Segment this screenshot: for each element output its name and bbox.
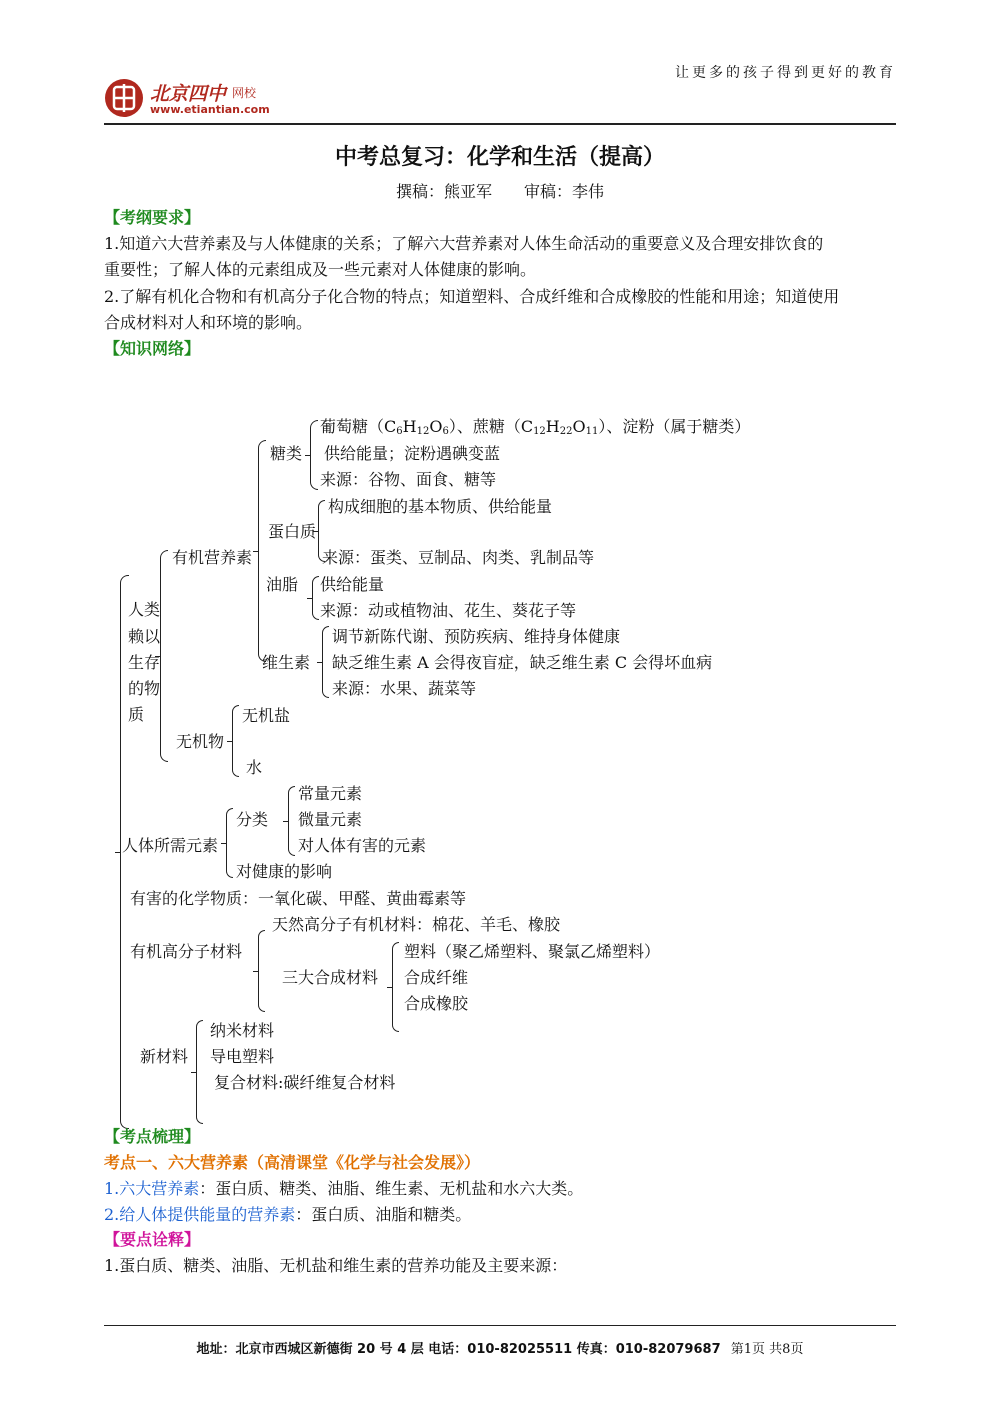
logo [104,78,304,120]
brace-polymer [258,930,265,1012]
footer [0,1338,1000,1357]
sugar-line2: 供给能量；淀粉遇碘变蓝 [324,444,501,463]
salt-label: 无机盐 [242,706,291,725]
protein-line2: 来源：蛋类、豆制品、肉类、乳制品等 [322,548,595,567]
vitamin-line1: 调节新陈代谢、预防疾病、维持身体健康 [332,627,621,646]
brace-synthetic [392,942,399,1032]
water-label: 水 [246,758,263,777]
fat-label: 油脂 [266,575,299,594]
network-heading: 【知识网络】 [104,339,201,358]
newmat-label: 新材料 [140,1047,189,1066]
brace-organic [258,440,266,662]
element-3: 对人体有害的元素 [298,836,427,855]
brace-sugar [310,420,318,490]
sugar-line3: 来源：谷物、面食、糖等 [320,470,497,489]
synthetic-2: 合成纤维 [404,968,469,987]
logo-suffix: 网校 [232,86,257,100]
synthetic-1: 塑料（聚乙烯塑料、聚氯乙烯塑料） [404,942,661,961]
element-2: 微量元素 [298,810,363,829]
elements-label: 人体所需元素 [122,836,219,855]
point1-item1-text: ：蛋白质、糖类、油脂、维生素、无机盐和水六大类。 [199,1179,584,1198]
header-rule [104,123,896,125]
requirements-heading: 【考纲要求】 [104,208,201,227]
natural-label: 天然高分子有机材料：棉花、羊毛、橡胶 [272,915,561,934]
point1-item2-label: 2.给人体提供能量的营养素 [104,1205,296,1224]
points-heading: 【考点梳理】 [104,1127,201,1146]
req1-line1: 1.知道六大营养素及与人体健康的关系；了解六大营养素对人体生命活动的重要意义及合理安排饮食的 [104,234,824,253]
logo-seal-icon [104,78,144,118]
classify-label: 分类 [236,810,269,829]
point1-title: 考点一、六大营养素（高清课堂《化学与社会发展》） [104,1153,481,1172]
polymer-label: 有机高分子材料 [130,942,243,961]
footer-rule [104,1325,896,1326]
header-slogan: 让更多的孩子得到更好的教育 [675,65,896,81]
inorganic-label: 无机物 [176,732,225,751]
root-line3: 生存 [128,653,161,672]
req1-line2: 重要性；了解人体的元素组成及一些元素对人体健康的影响。 [104,260,537,279]
sugar-label: 糖类 [270,444,303,463]
protein-line1: 构成细胞的基本物质、供给能量 [328,497,553,516]
root-line4: 的物 [128,679,161,698]
brace-elements [226,808,233,878]
newmat-3: 复合材料:碳纤维复合材料 [214,1073,396,1092]
point1-item1 [104,1179,583,1199]
footer-address: 地址：北京市西城区新德街 20 号 4 层 电话：010-82025511 传真：010-82079687 [196,1342,721,1357]
harmful-label: 有害的化学物质：一氧化碳、甲醛、黄曲霉素等 [130,889,467,908]
footer-page: 第1页 共8页 [730,1342,804,1357]
authors: 撰稿：熊亚军 审稿：李伟 [395,182,604,201]
vitamin-line3: 来源：水果、蔬菜等 [332,679,477,698]
vitamin-line2: 缺乏维生素 A 会得夜盲症，缺乏维生素 C 会得坏血病 [332,653,713,672]
synthetic-label: 三大合成材料 [282,968,379,987]
synthetic-3: 合成橡胶 [404,994,469,1013]
newmat-1: 纳米材料 [210,1021,275,1040]
brace-newmat [196,1020,203,1124]
req2-line2: 合成材料对人和环境的影响。 [104,313,313,332]
logo-url: www.etiantian.com [150,103,270,116]
sugar-line1: 葡萄糖$(C_6H_{12}O_6)$、蔗糖$(C_{12}H_{22}O_{11})$、淀粉（属于糖类） [320,417,751,437]
point1-item1-label: 1.六大营养素 [104,1179,200,1198]
health-label: 对健康的影响 [236,862,333,881]
req2-line1: 2.了解有机化合物和有机高分子化合物的特点；知道塑料、合成纤维和合成橡胶的性能和用途；知道使用 [104,287,840,306]
vitamin-label: 维生素 [262,653,311,672]
brace-fat [312,576,319,620]
element-1: 常量元素 [298,784,363,803]
brace-substances [160,550,168,762]
brace-inorganic [232,705,239,777]
explain-heading: 【要点诠释】 [104,1230,201,1249]
root-line2: 赖以 [128,627,161,646]
page-title: 中考总复习：化学和生活（提高） [334,145,665,170]
point1-item2-text: ：蛋白质、油脂和糖类。 [295,1205,472,1224]
organic-label: 有机营养素 [172,548,253,567]
protein-label: 蛋白质 [268,522,317,541]
explain-line1: 1.蛋白质、糖类、油脂、无机盐和维生素的营养功能及主要来源： [104,1256,568,1275]
root-line5: 质 [128,705,145,724]
point1-item2 [104,1205,471,1225]
brace-classify [288,786,295,856]
fat-line2: 来源：动或植物油、花生、葵花子等 [320,601,577,620]
root-line1: 人类 [128,600,161,619]
logo-name: 北京四中 [150,83,227,105]
brace-vitamin [322,626,329,698]
newmat-2: 导电塑料 [210,1047,275,1066]
fat-line1: 供给能量 [320,575,385,594]
